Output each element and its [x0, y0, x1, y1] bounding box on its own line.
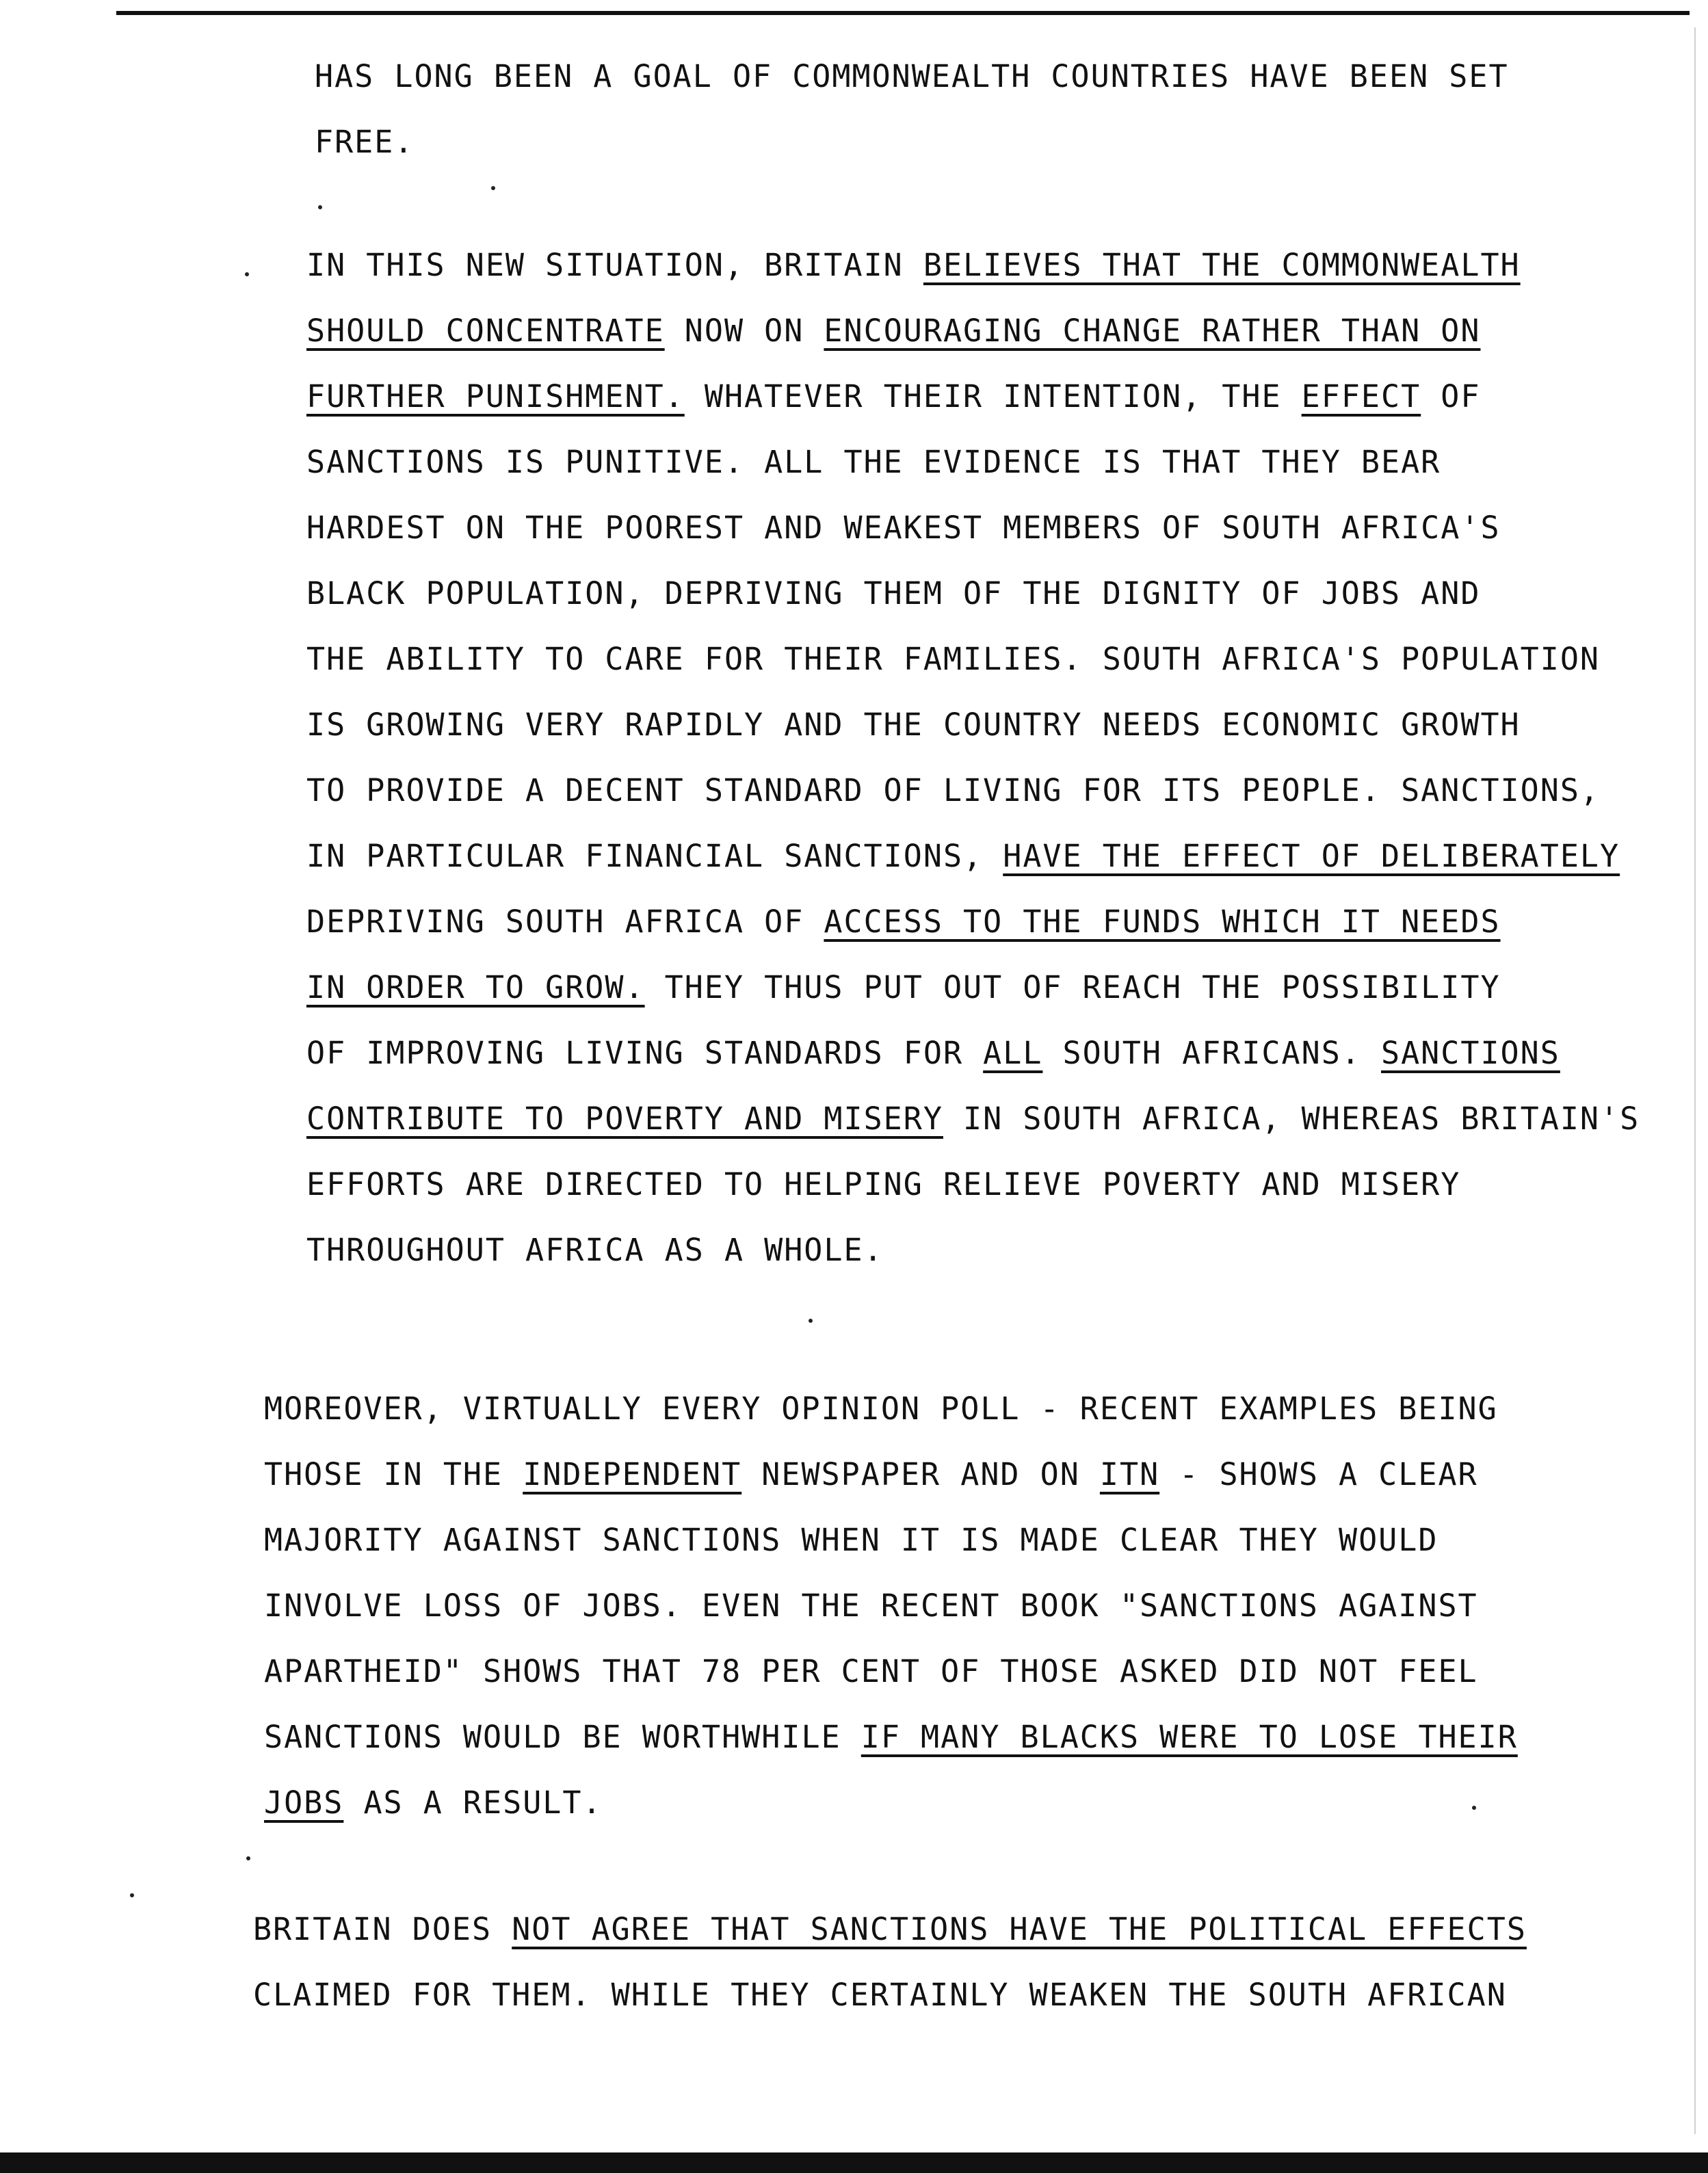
paragraph-4	[253, 1897, 1527, 2028]
text-segment: INVOLVE LOSS OF JOBS. EVEN THE RECENT BOOK "SANCTIONS AGAINST	[264, 1588, 1478, 1624]
text-segment: CLAIMED FOR THEM. WHILE THEY CERTAINLY WEAKEN THE SOUTH AFRICAN	[253, 1977, 1507, 2013]
text-segment: - SHOWS A CLEAR	[1159, 1456, 1478, 1492]
text-segment: IN PARTICULAR FINANCIAL SANCTIONS,	[306, 838, 1003, 874]
underlined-text: ALL	[983, 1035, 1043, 1071]
text-line	[264, 1507, 1518, 1573]
text-line	[315, 44, 1509, 109]
underlined-text: NOT AGREE THAT SANCTIONS HAVE THE POLITICAL EFFECTS	[512, 1911, 1527, 1947]
underlined-text: FURTHER PUNISHMENT.	[306, 378, 685, 414]
text-segment: IN THIS NEW SITUATION, BRITAIN	[306, 247, 923, 283]
text-line	[306, 1086, 1640, 1152]
bottom-border	[0, 2152, 1708, 2173]
text-segment: OF	[1421, 378, 1481, 414]
text-segment: MAJORITY AGAINST SANCTIONS WHEN IT IS MADE CLEAR THEY WOULD	[264, 1522, 1438, 1558]
text-line	[264, 1573, 1518, 1639]
text-segment: THROUGHOUT AFRICA AS A WHOLE.	[306, 1232, 884, 1268]
text-segment: EFFORTS ARE DIRECTED TO HELPING RELIEVE POVERTY AND MISERY	[306, 1166, 1461, 1202]
text-segment: DEPRIVING SOUTH AFRICA OF	[306, 904, 824, 940]
text-line	[306, 495, 1640, 561]
text-line	[306, 298, 1640, 364]
text-line	[253, 1962, 1527, 2028]
underlined-text: HAVE THE EFFECT OF DELIBERATELY	[1003, 838, 1620, 874]
text-segment: IS GROWING VERY RAPIDLY AND THE COUNTRY NEEDS ECONOMIC GROWTH	[306, 707, 1521, 743]
text-line	[306, 1020, 1640, 1086]
underlined-text: ENCOURAGING CHANGE RATHER THAN ON	[824, 313, 1481, 349]
text-segment: WHATEVER THEIR INTENTION, THE	[684, 378, 1302, 414]
text-line	[306, 561, 1640, 627]
underlined-text: JOBS	[264, 1785, 344, 1821]
underlined-text: ITN	[1099, 1456, 1160, 1492]
text-segment: MOREOVER, VIRTUALLY EVERY OPINION POLL - RECENT EXAMPLES BEING	[264, 1391, 1498, 1427]
text-segment: HAS LONG BEEN A GOAL OF COMMONWEALTH COUNTRIES HAVE BEEN SET	[315, 58, 1509, 94]
text-line	[306, 824, 1640, 889]
underlined-text: SANCTIONS	[1381, 1035, 1560, 1071]
text-line	[264, 1770, 1518, 1836]
text-line	[264, 1376, 1518, 1442]
underlined-text: EFFECT	[1301, 378, 1421, 414]
underlined-text: ACCESS TO THE FUNDS WHICH IT NEEDS	[824, 904, 1501, 940]
text-line	[253, 1897, 1527, 1962]
text-segment: OF IMPROVING LIVING STANDARDS FOR	[306, 1035, 984, 1071]
underlined-text: CONTRIBUTE TO POVERTY AND MISERY	[306, 1101, 943, 1137]
text-segment: SOUTH AFRICANS.	[1042, 1035, 1381, 1071]
text-line	[306, 627, 1640, 692]
text-line	[264, 1639, 1518, 1704]
scan-speck	[809, 1319, 813, 1323]
underlined-text: INDEPENDENT	[523, 1456, 742, 1492]
text-segment: SANCTIONS IS PUNITIVE. ALL THE EVIDENCE IS THAT THEY BEAR	[306, 444, 1441, 480]
scan-speck	[246, 1856, 250, 1860]
text-line	[306, 889, 1640, 955]
text-segment: NEWSPAPER AND ON	[741, 1456, 1100, 1492]
scan-speck	[245, 272, 249, 276]
text-line	[306, 233, 1640, 298]
text-segment: AS A RESULT.	[343, 1785, 603, 1821]
scan-speck	[1472, 1806, 1476, 1810]
text-line	[306, 1152, 1640, 1217]
paragraph-3	[264, 1376, 1518, 1836]
paragraph-2	[306, 233, 1640, 1283]
text-segment: HARDEST ON THE POOREST AND WEAKEST MEMBERS OF SOUTH AFRICA'S	[306, 510, 1501, 546]
text-segment: THOSE IN THE	[264, 1456, 523, 1492]
text-segment: THEY THUS PUT OUT OF REACH THE POSSIBILITY	[644, 969, 1501, 1005]
text-segment: IN SOUTH AFRICA, WHEREAS BRITAIN'S	[943, 1101, 1640, 1137]
text-segment: NOW ON	[664, 313, 824, 349]
underlined-text: BELIEVES THAT THE COMMONWEALTH	[923, 247, 1521, 283]
paragraph-1	[315, 44, 1509, 175]
text-line	[264, 1442, 1518, 1507]
text-line	[306, 430, 1640, 495]
text-line	[306, 692, 1640, 758]
text-line	[306, 758, 1640, 824]
text-line	[315, 109, 1509, 175]
text-line	[306, 364, 1640, 430]
text-segment: APARTHEID" SHOWS THAT 78 PER CENT OF THOSE ASKED DID NOT FEEL	[264, 1653, 1478, 1689]
underlined-text: SHOULD CONCENTRATE	[306, 313, 665, 349]
text-segment: BRITAIN DOES	[253, 1911, 512, 1947]
text-segment: THE ABILITY TO CARE FOR THEIR FAMILIES. SOUTH AFRICA'S POPULATION	[306, 641, 1600, 677]
text-segment: BLACK POPULATION, DEPRIVING THEM OF THE DIGNITY OF JOBS AND	[306, 575, 1481, 611]
scan-speck	[491, 186, 495, 190]
text-segment: SANCTIONS WOULD BE WORTHWHILE	[264, 1719, 861, 1755]
scan-speck	[318, 205, 322, 209]
scan-speck	[130, 1893, 134, 1897]
text-line	[264, 1704, 1518, 1770]
text-segment: TO PROVIDE A DECENT STANDARD OF LIVING FOR ITS PEOPLE. SANCTIONS,	[306, 772, 1600, 808]
text-line	[306, 955, 1640, 1020]
text-line	[306, 1217, 1640, 1283]
underlined-text: IF MANY BLACKS WERE TO LOSE THEIR	[860, 1719, 1518, 1755]
underlined-text: IN ORDER TO GROW.	[306, 969, 645, 1005]
text-segment: FREE.	[315, 124, 415, 160]
